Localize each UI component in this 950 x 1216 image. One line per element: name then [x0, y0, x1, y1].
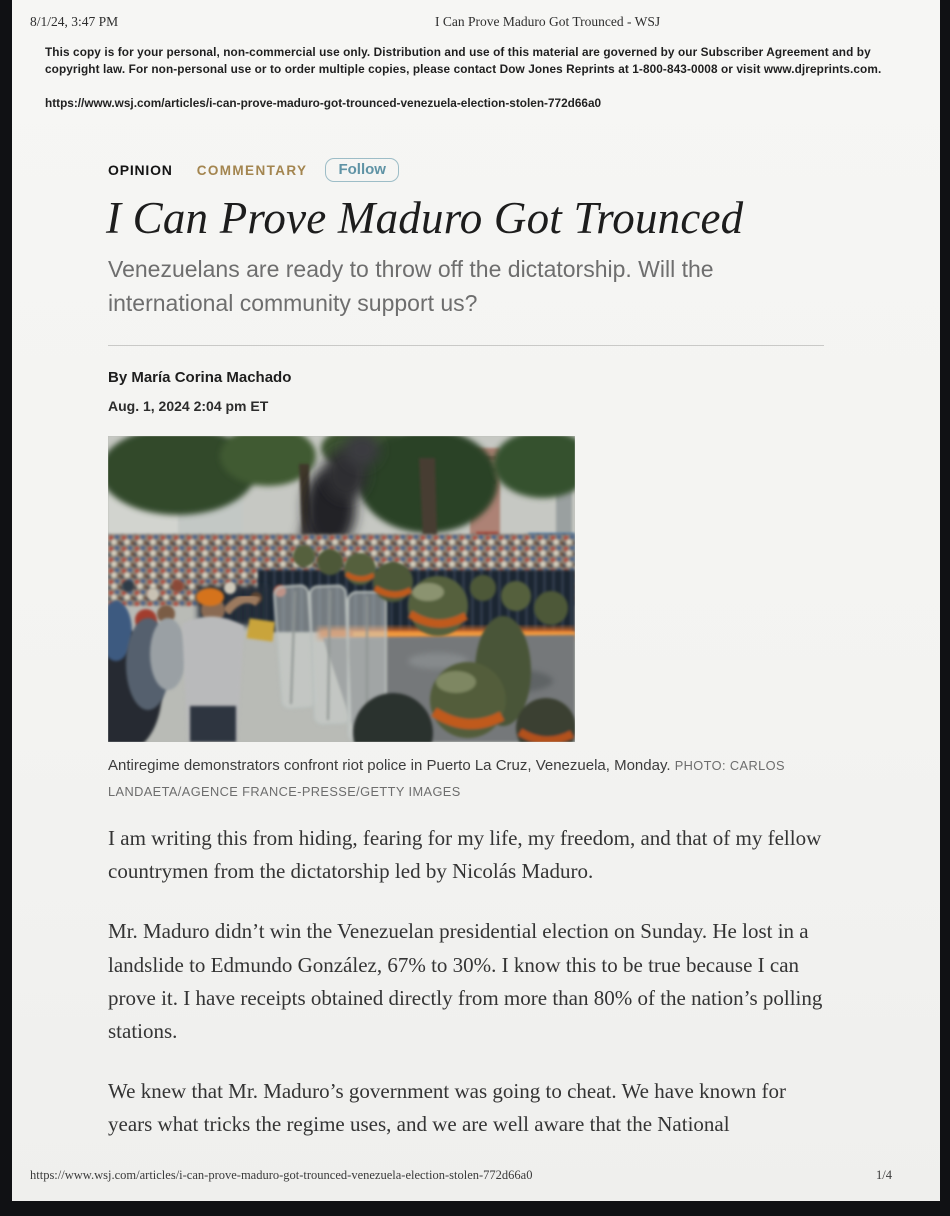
article-byline: By María Corina Machado [108, 369, 292, 386]
article-paragraph: Mr. Maduro didn’t win the Venezuelan presidential election on Sunday. He lost in a landslide to Edmundo González, 67% to 30%. I know this to be true because I can prove it. I have receipts obtained directly from more than 80% of the nation’s polling stations. [108, 919, 823, 1043]
print-footer-url: https://www.wsj.com/articles/i-can-prove-maduro-got-trounced-venezuela-election-stolen-772d66a0 [30, 1168, 533, 1182]
subsection-label-commentary: COMMENTARY [196, 162, 308, 178]
screen-edge-left [0, 0, 12, 1216]
copyright-notice: This copy is for your personal, non-commercial use only. Distribution and use of this material are governed by our Subscriber Agreement and by copyright law. For non-personal use or to order multiple copies, please contact Dow Jones Reprints at 1-800-843-0008 or visit www.djreprints.com. [45, 45, 882, 76]
article-photo [108, 436, 575, 742]
article-paragraph: We knew that Mr. Maduro’s government was going to cheat. We have known for years what tricks the regime uses, and we are well aware that the National [108, 1079, 786, 1137]
divider-rule [108, 345, 824, 346]
photo-credit: PHOTO: CARLOS LANDAETA/AGENCE FRANCE-PRESSE/GETTY IMAGES [108, 758, 785, 800]
article-subheadline: Venezuelans are ready to throw off the dictatorship. Will the international community support us? [108, 256, 714, 317]
screen-edge-right [940, 0, 950, 1216]
print-header-datetime: 8/1/24, 3:47 PM [30, 14, 119, 29]
article-body [108, 822, 834, 1168]
print-footer-page-indicator: 1/4 [876, 1168, 892, 1182]
protest-photo-illustration [108, 436, 575, 742]
print-header-title: I Can Prove Maduro Got Trounced - WSJ [435, 14, 661, 29]
photo-caption: Antiregime demonstrators confront riot police in Puerto La Cruz, Venezuela, Monday. [108, 757, 671, 774]
section-label-opinion: OPINION [108, 162, 173, 178]
article-paragraph: I am writing this from hiding, fearing for my life, my freedom, and that of my fellow countrymen from the dictatorship led by Nicolás Maduro. [108, 826, 822, 884]
photo-caption-block [108, 753, 832, 806]
article-source-url: https://www.wsj.com/articles/i-can-prove-maduro-got-trounced-venezuela-election-stolen-772d66a0 [45, 96, 602, 110]
article-dateline: Aug. 1, 2024 2:04 pm ET [108, 398, 269, 414]
article-headline: I Can Prove Maduro Got Trounced [106, 193, 744, 243]
follow-button[interactable]: Follow [325, 158, 399, 182]
screen-edge-bottom [0, 1201, 950, 1216]
kicker-row [108, 158, 399, 182]
